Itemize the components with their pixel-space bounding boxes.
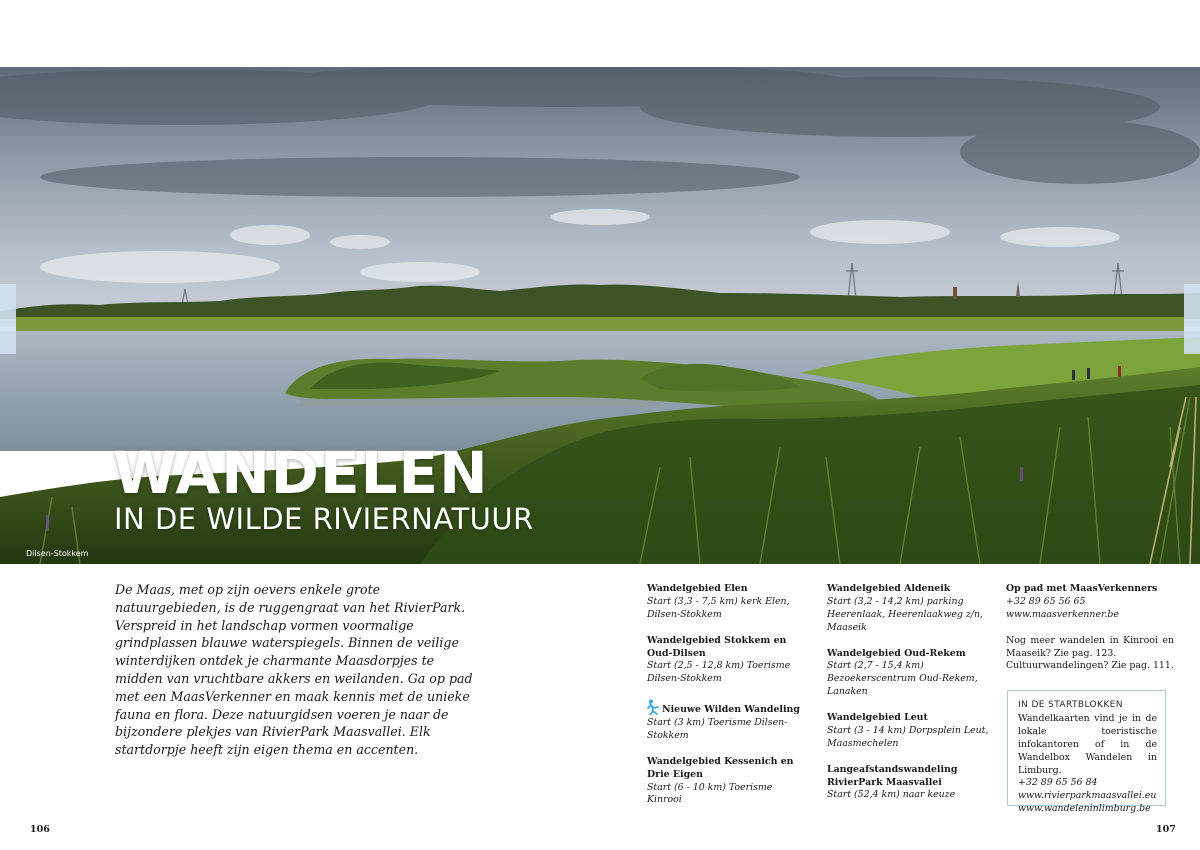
walk-detail: Start (3 - 14 km) Dorpsplein Leut, Maasmechelen — [827, 724, 989, 749]
walk-name: Nieuwe Wilden Wandeling — [662, 704, 800, 716]
walker-icon — [647, 699, 660, 715]
startblokken-box — [1007, 690, 1166, 815]
more-walks-note — [1006, 635, 1174, 674]
walk-entry — [827, 648, 989, 700]
walk-detail: Start (3,3 - 7,5 km) kerk Elen, Dilsen-Stokkem — [647, 595, 790, 620]
page-title: WANDELEN — [113, 439, 489, 507]
walk-detail: Start (6 - 10 km) Toerisme Kinrooi — [647, 781, 773, 806]
walk-entry — [827, 764, 989, 803]
walk-entry — [647, 699, 807, 743]
walk-name: Wandelgebied Stokkem en Oud-Dilsen — [647, 634, 787, 659]
box-text: Wandelkaarten vind je in de lokale toeristische infokantoren of in de Wandelbox Wandelen in Limburg. — [1018, 712, 1157, 776]
walks-column-2 — [827, 583, 989, 815]
photo-caption: Dilsen-Stokkem — [26, 549, 89, 558]
walk-entry — [647, 635, 807, 687]
box-website-link[interactable]: www.rivierparkmaasvallei.eu — [1018, 790, 1157, 802]
walk-name: Langeafstandswandeling RivierPark Maasvallei — [827, 763, 958, 788]
contact-website-link[interactable]: www.maasverkenner.be — [1006, 608, 1119, 620]
contact-phone: +32 89 65 56 65 — [1006, 595, 1086, 607]
walk-name: Wandelgebied Aldeneik — [827, 583, 951, 594]
walks-column-1 — [647, 583, 807, 820]
walk-name: Wandelgebied Kessenich en Drie Eigen — [647, 755, 794, 780]
walk-name: Wandelgebied Leut — [827, 712, 928, 724]
walk-name-row — [647, 699, 807, 717]
page-number-left: 106 — [30, 824, 50, 835]
box-phone: +32 89 65 56 84 — [1018, 777, 1098, 789]
page-subtitle: IN DE WILDE RIVIERNATUUR — [114, 502, 534, 536]
page-tab-left — [0, 284, 16, 354]
walk-name: Wandelgebied Oud-Rekem — [827, 647, 966, 659]
more-walks-line: Nog meer wandelen in Kinrooi en Maaseik? Zie pag. 123. — [1006, 634, 1174, 659]
walk-detail: Start (3 km) Toerisme Dilsen-Stokkem — [647, 717, 788, 741]
box-website-link[interactable]: www.wandeleninlimburg.be — [1018, 803, 1151, 815]
walk-name: Wandelgebied Elen — [647, 583, 748, 594]
walk-entry — [827, 583, 989, 635]
contact-column — [1006, 583, 1174, 673]
walk-detail: Start (2,7 - 15,4 km) Bezoekerscentrum Oud-Rekem, Lanaken — [827, 660, 978, 698]
contact-title: Op pad met MaasVerkenners — [1006, 583, 1158, 594]
walk-entry — [647, 756, 807, 808]
page-number-right: 107 — [1156, 824, 1176, 835]
box-title: IN DE STARTBLOKKEN — [1018, 700, 1123, 710]
walk-detail: Start (52,4 km) naar keuze — [827, 789, 956, 801]
intro-paragraph: De Maas, met op zijn oevers enkele grote natuurgebieden, is de ruggengraat van het RivierPark. Verspreid in het landschap vormen voormalige grindplassen blauwe waterspiegels. Binnen de veilige winterdijken ontdek je charmante Maasdorpjes te midden van vruchtbare akkers en weilanden. Ga op pad met een MaasVerkenner en maak kennis met de unieke fauna en flora. Deze natuurgidsen voeren je naar de bijzondere plekjes van RivierPark Maasvallei. Elk startdorpje heeft zijn eigen thema en accenten. — [115, 582, 473, 758]
page-tab-right — [1184, 284, 1200, 354]
walk-detail: Start (2,5 - 12,8 km) Toerisme Dilsen-Stokkem — [647, 660, 791, 685]
walk-entry — [827, 712, 989, 751]
walk-detail: Start (3,2 - 14,2 km) parking Heerenlaak, Heerenlaakweg z/n, Maaseik — [827, 595, 984, 633]
walk-entry — [647, 583, 807, 622]
culture-walks-line: Cultuurwandelingen? Zie pag. 111. — [1006, 660, 1174, 672]
